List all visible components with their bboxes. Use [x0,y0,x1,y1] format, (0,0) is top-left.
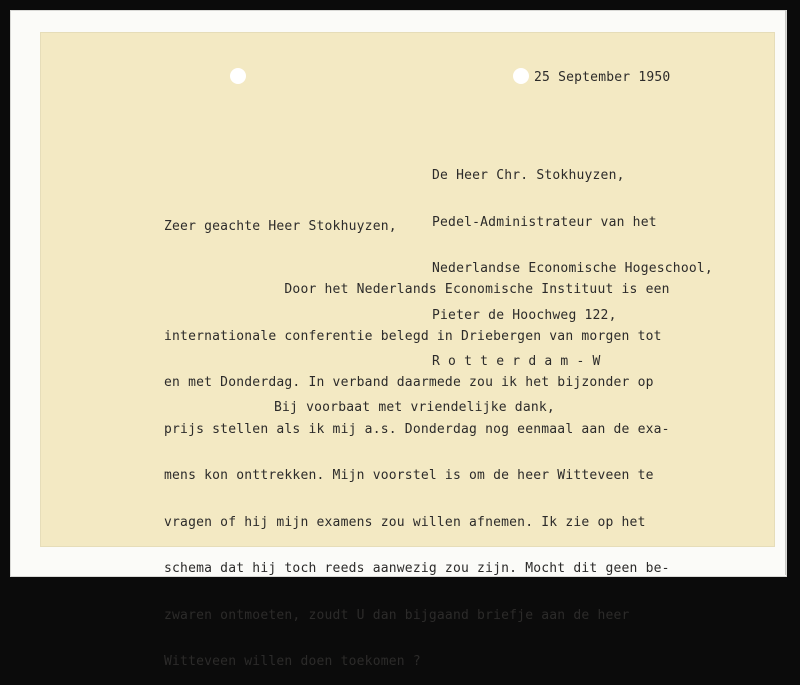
mount-edge [785,10,786,575]
punch-hole-left [230,68,246,84]
body-line: Door het Nederlands Economische Instituut is een [164,282,670,297]
body-line: internationale conferentie belegd in Driebergen van morgen tot [164,328,662,344]
punch-hole-right [513,68,529,84]
salutation: Zeer geachte Heer Stokhuyzen, [164,219,397,234]
address-line: R o t t e r d a m - W [432,354,601,369]
address-line: Pieter de Hoochweg 122, [432,307,617,323]
address-line: De Heer Chr. Stokhuyzen, [432,168,625,183]
body-line: Witteveen willen doen toekomen ? [164,654,421,669]
letter-body [164,251,670,685]
body-line: prijs stellen als ik mij a.s. Donderdag nog eenmaal aan de exa- [164,421,670,437]
letter-date: 25 September 1950 [534,70,671,85]
address-line: Pedel-Administrateur van het [432,214,657,230]
body-line: schema dat hij toch reeds aanwezig zou zijn. Mocht dit geen be- [164,561,670,576]
body-line: mens kon onttrekken. Mijn voorstel is om de heer Witteveen te [164,468,654,483]
address-line: Nederlandse Economische Hogeschool, [432,261,713,276]
closing-line: Bij voorbaat met vriendelijke dank, [274,400,555,415]
body-line: zwaren ontmoeten, zoudt U dan bijgaand briefje aan de heer [164,607,630,623]
body-line: en met Donderdag. In verband daarmede zou ik het bijzonder op [164,375,654,390]
body-line: vragen of hij mijn examens zou willen afnemen. Ik zie op het [164,514,646,530]
